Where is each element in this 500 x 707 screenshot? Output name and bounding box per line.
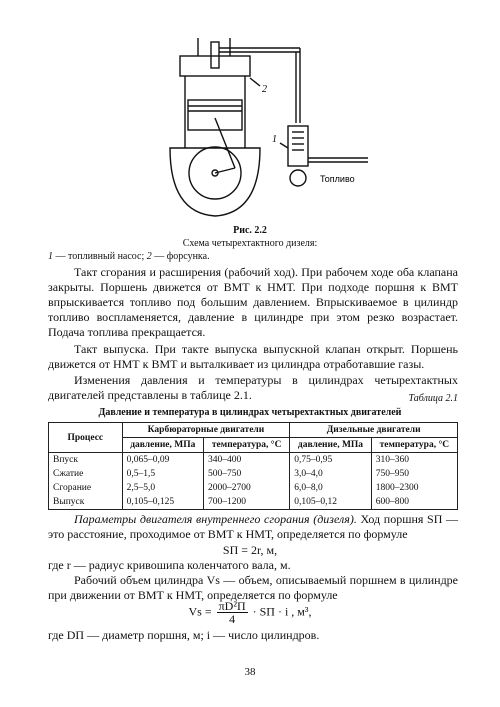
cell-carb-pressure: 2,5–5,0: [122, 481, 203, 495]
parameters-heading: Параметры двигателя внутреннего сгорания (дизеля).: [74, 512, 357, 526]
cell-carb-temperature: 2000–2700: [204, 481, 290, 495]
cell-diesel-temperature: 750–950: [371, 467, 457, 481]
legend-2-number: 2: [146, 251, 152, 262]
callout-2: 2: [262, 84, 267, 95]
cell-carb-pressure: 0,105–0,125: [122, 495, 203, 510]
header-carb-pressure: давление, МПа: [122, 438, 203, 453]
table-row: [49, 467, 458, 481]
legend-2-text: — форсунка.: [151, 251, 210, 262]
header-carburetor-group: Карбюраторные двигатели: [122, 423, 290, 438]
formula-lhs: Vs =: [188, 604, 212, 619]
header-process: Процесс: [49, 423, 123, 453]
legend-1-text: — топливный насос;: [53, 251, 147, 262]
paragraph-radius-note: где r — радиус кривошипа коленчатого вала, м.: [48, 558, 291, 572]
cell-process: Впуск: [49, 453, 123, 468]
paragraph-exhaust-stroke: Такт выпуска. При такте выпуска выпускной клапан открыт. Поршень движется от НМТ к ВМТ и выталкивает из цилиндра отработавшие газы.: [48, 342, 458, 371]
cell-process: Выпуск: [49, 495, 123, 510]
cell-carb-pressure: 0,5–1,5: [122, 467, 203, 481]
paragraph-displacement: Рабочий объем цилиндра Vs — объем, описываемый поршнем в цилиндре при движении от ВМТ к НМТ, определяется по формуле: [48, 573, 458, 602]
cell-diesel-pressure: 6,0–8,0: [290, 481, 371, 495]
cell-diesel-temperature: 600–800: [371, 495, 457, 510]
formula-numerator: πD²П: [218, 599, 246, 613]
table-row: [49, 495, 458, 510]
formula-piston-stroke: SП = 2r, м,: [222, 543, 278, 557]
paragraph-parameters: [48, 512, 458, 542]
header-carb-temperature: температура, °С: [204, 438, 290, 453]
callout-1: 1: [272, 134, 277, 145]
paragraph-diameter-note: где DП — диаметр поршня, м; i — число цилиндров.: [48, 628, 320, 642]
legend-1-number: 1: [48, 251, 53, 262]
page-number: 38: [244, 666, 256, 678]
table-row: [49, 453, 458, 468]
cell-process: Сжатие: [49, 467, 123, 481]
cell-carb-temperature: 340–400: [204, 453, 290, 468]
parameters-text: Ход поршня SП — это расстояние, проходимое от ВМТ к НМТ, определяется по формуле: [48, 512, 458, 541]
formula-denominator: 4: [229, 612, 236, 626]
diesel-engine-diagram: [140, 38, 370, 223]
header-diesel-group: Дизельные двигатели: [290, 423, 458, 438]
formula-rhs: · SП · i , м³,: [252, 604, 312, 619]
table-title: Давление и температура в цилиндрах четырехтактных двигателей: [98, 407, 402, 418]
cell-carb-pressure: 0,065–0,09: [122, 453, 203, 468]
header-diesel-temperature: температура, °С: [371, 438, 457, 453]
cell-diesel-temperature: 1800–2300: [371, 481, 457, 495]
cell-process: Сгорание: [49, 481, 123, 495]
cell-diesel-pressure: 0,105–0,12: [290, 495, 371, 510]
pressure-temperature-table: [48, 422, 458, 510]
fuel-label: Топливо: [320, 174, 355, 184]
table-row: [49, 481, 458, 495]
table-label: Таблица 2.1: [408, 393, 458, 404]
cell-diesel-pressure: 0,75–0,95: [290, 453, 371, 468]
paragraph-combustion-stroke: Такт сгорания и расширения (рабочий ход). При рабочем ходе оба клапана закрыты. Поршень движется от ВМТ к НМТ. При подходе поршня к ВМТ впрыскивается топливо под большим давлением. Впрыскиваемое в цилиндр топливо воспламеняется, давление в цилиндре при этом резко возрастает. Подача топлива прекращается.: [48, 265, 458, 339]
cell-diesel-temperature: 310–360: [371, 453, 457, 468]
figure-legend: [48, 251, 210, 262]
cell-diesel-pressure: 3,0–4,0: [290, 467, 371, 481]
cell-carb-temperature: 700–1200: [204, 495, 290, 510]
formula-fraction: [217, 600, 248, 625]
paragraph-table-reference: Изменения давления и температуры в цилиндрах четырехтактных двигателей представлены в таблице 2.1.: [48, 373, 458, 402]
cell-carb-temperature: 500–750: [204, 467, 290, 481]
figure-number: Рис. 2.2: [233, 225, 267, 236]
header-diesel-pressure: давление, МПа: [290, 438, 371, 453]
figure-title: Схема четырехтактного дизеля:: [182, 238, 318, 249]
formula-displacement: [0, 600, 500, 630]
